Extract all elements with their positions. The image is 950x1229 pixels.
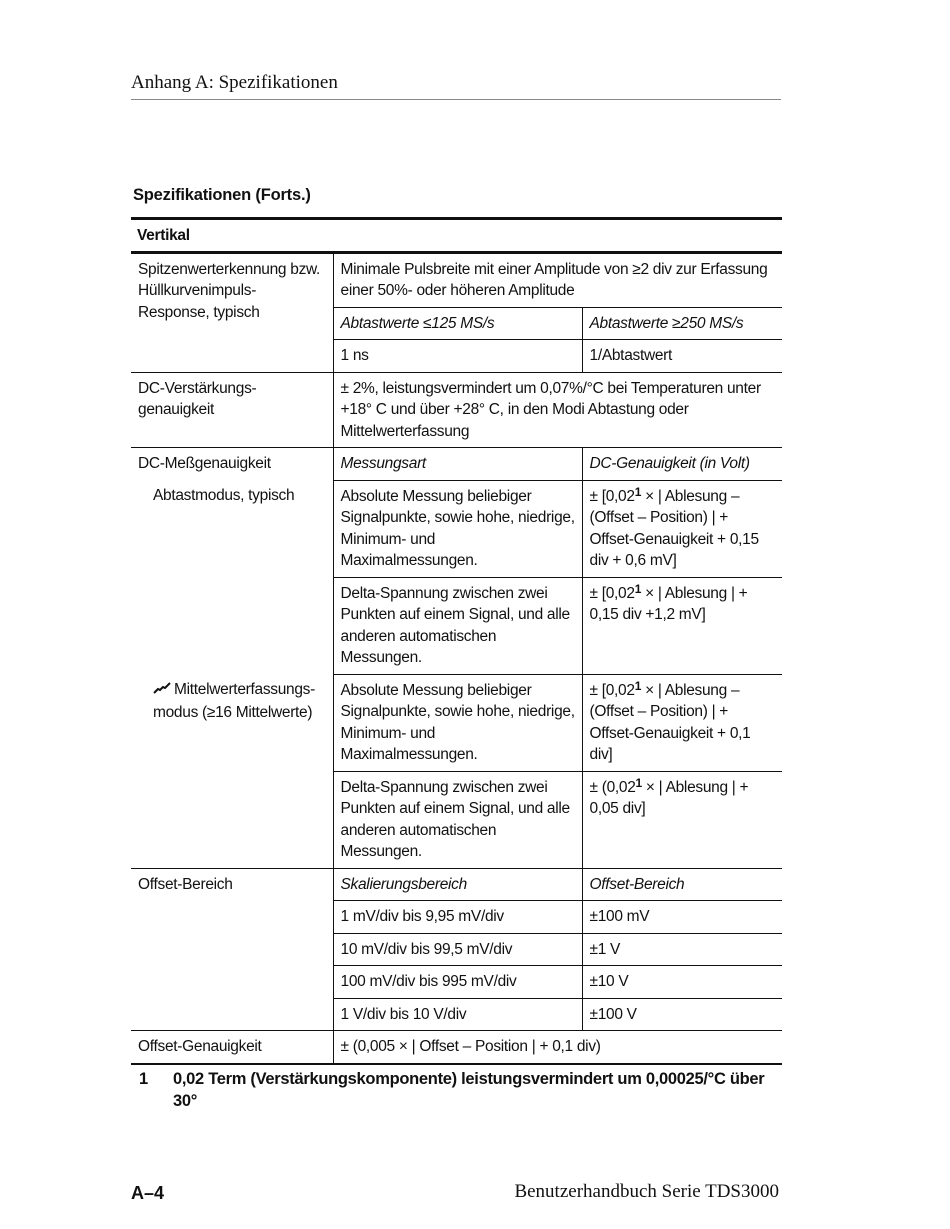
offset-scale: 100 mV/div bis 995 mV/div (333, 966, 582, 999)
acc-prefix: ± [0,02 (589, 487, 635, 505)
acc-suffix: × | Ablesung – (Offset – Position) | + Offset-Genauigkeit + 0,1 div] (589, 681, 751, 763)
offset-scale: 1 V/div bis 10 V/div (333, 998, 582, 1031)
header-rule (131, 99, 781, 100)
average-acquisition-icon (153, 680, 171, 702)
offset-acc-value: ± (0,005 × | Offset – Position | + 0,1 div) (333, 1031, 782, 1064)
section-row (131, 219, 782, 253)
offset-scale: 10 mV/div bis 99,5 mV/div (333, 933, 582, 966)
offset-range-label: Offset-Bereich (131, 868, 333, 1031)
offset-acc-label: Offset-Genauigkeit (131, 1031, 333, 1064)
dc-meas-acc (582, 480, 782, 577)
dc-meas-type: Delta-Spannung zwischen zwei Punkten auf einem Signal, und alle anderen automatischen Messungen. (333, 577, 582, 674)
offset-head-scale: Skalierungsbereich (333, 868, 582, 901)
offset-range: ±100 mV (582, 901, 782, 934)
peak-label: Spitzenwerterkennung bzw. Hüllkurvenimpuls-Response, typisch (131, 252, 333, 372)
section-label: Vertikal (131, 219, 782, 253)
dc-meas-acc (582, 577, 782, 674)
dc-meas-head-type: Messungsart (333, 448, 582, 481)
dc-meas-head-acc: DC-Genauigkeit (in Volt) (582, 448, 782, 481)
table-row (131, 1031, 782, 1064)
peak-val-b: 1/Abtastwert (582, 340, 782, 373)
acc-suffix: × | Ablesung | + 0,15 div +1,2 mV] (589, 584, 748, 623)
acc-prefix: ± [0,02 (589, 584, 635, 602)
table-row (131, 674, 782, 771)
footnote-number: 1 (139, 1070, 148, 1088)
offset-range: ±1 V (582, 933, 782, 966)
running-header: Anhang A: Spezifikationen (131, 72, 338, 93)
spec-table (131, 217, 782, 1065)
peak-val-a: 1 ns (333, 340, 582, 373)
offset-head-range: Offset-Bereich (582, 868, 782, 901)
dc-gain-value: ± 2%, leistungsvermindert um 0,07%/°C bei Temperaturen unter +18° C und über +28° C, in den Modi Abtastung oder Mittelwerterfassung (333, 372, 782, 448)
footnote-ref: 1 (635, 775, 642, 790)
acc-prefix: ± [0,02 (589, 681, 635, 699)
footnote-ref: 1 (634, 678, 642, 693)
offset-scale: 1 mV/div bis 9,95 mV/div (333, 901, 582, 934)
average-mode-wrap (138, 679, 327, 723)
table-row (131, 372, 782, 448)
average-mode-label: Mittelwerterfassungs-modus (≥16 Mittelwerte) (153, 681, 315, 721)
dc-meas-label: DC-Meßgenauigkeit (131, 448, 333, 481)
peak-description: Minimale Pulsbreite mit einer Amplitude von ≥2 div zur Erfassung einer 50%- oder höheren Amplitude (333, 252, 782, 307)
footer-book-title: Benutzerhandbuch Serie TDS3000 (514, 1181, 779, 1202)
sample-mode-label: Abtastmodus, typisch (153, 487, 295, 504)
acc-suffix: × | Ablesung – (Offset – Position) | + Offset-Genauigkeit + 0,15 div + 0,6 mV] (589, 487, 759, 569)
page-number: A–4 (131, 1183, 165, 1203)
dc-meas-acc (582, 674, 782, 771)
peak-head-b: Abtastwerte ≥250 MS/s (582, 307, 782, 340)
footnote-text: 0,02 Term (Verstärkungskomponente) leistungsvermindert um 0,00025/°C über 30° (173, 1070, 765, 1110)
footnote-ref: 1 (634, 484, 642, 499)
acc-suffix: × | Ablesung | + 0,05 div] (589, 778, 749, 817)
peak-head-a: Abtastwerte ≤125 MS/s (333, 307, 582, 340)
dc-meas-type: Absolute Messung beliebiger Signalpunkte, sowie hohe, niedrige, Minimum- und Maximalmessungen. (333, 480, 582, 577)
table-row (131, 868, 782, 901)
dc-meas-type: Delta-Spannung zwischen zwei Punkten auf einem Signal, und alle anderen automatischen Messungen. (333, 771, 582, 868)
dc-meas-acc (582, 771, 782, 868)
sample-mode-cell (131, 480, 333, 674)
dc-gain-label: DC-Verstärkungs-genauigkeit (131, 372, 333, 448)
footnote-ref: 1 (634, 581, 642, 596)
offset-range: ±10 V (582, 966, 782, 999)
table-row (131, 480, 782, 577)
offset-range: ±100 V (582, 998, 782, 1031)
acc-prefix: ± (0,02 (589, 778, 636, 796)
table-row (131, 252, 782, 307)
average-mode-cell (131, 674, 333, 868)
dc-meas-type: Absolute Messung beliebiger Signalpunkte, sowie hohe, niedrige, Minimum- und Maximalmessungen. (333, 674, 582, 771)
table-title: Spezifikationen (Forts.) (133, 186, 311, 204)
table-row (131, 448, 782, 481)
